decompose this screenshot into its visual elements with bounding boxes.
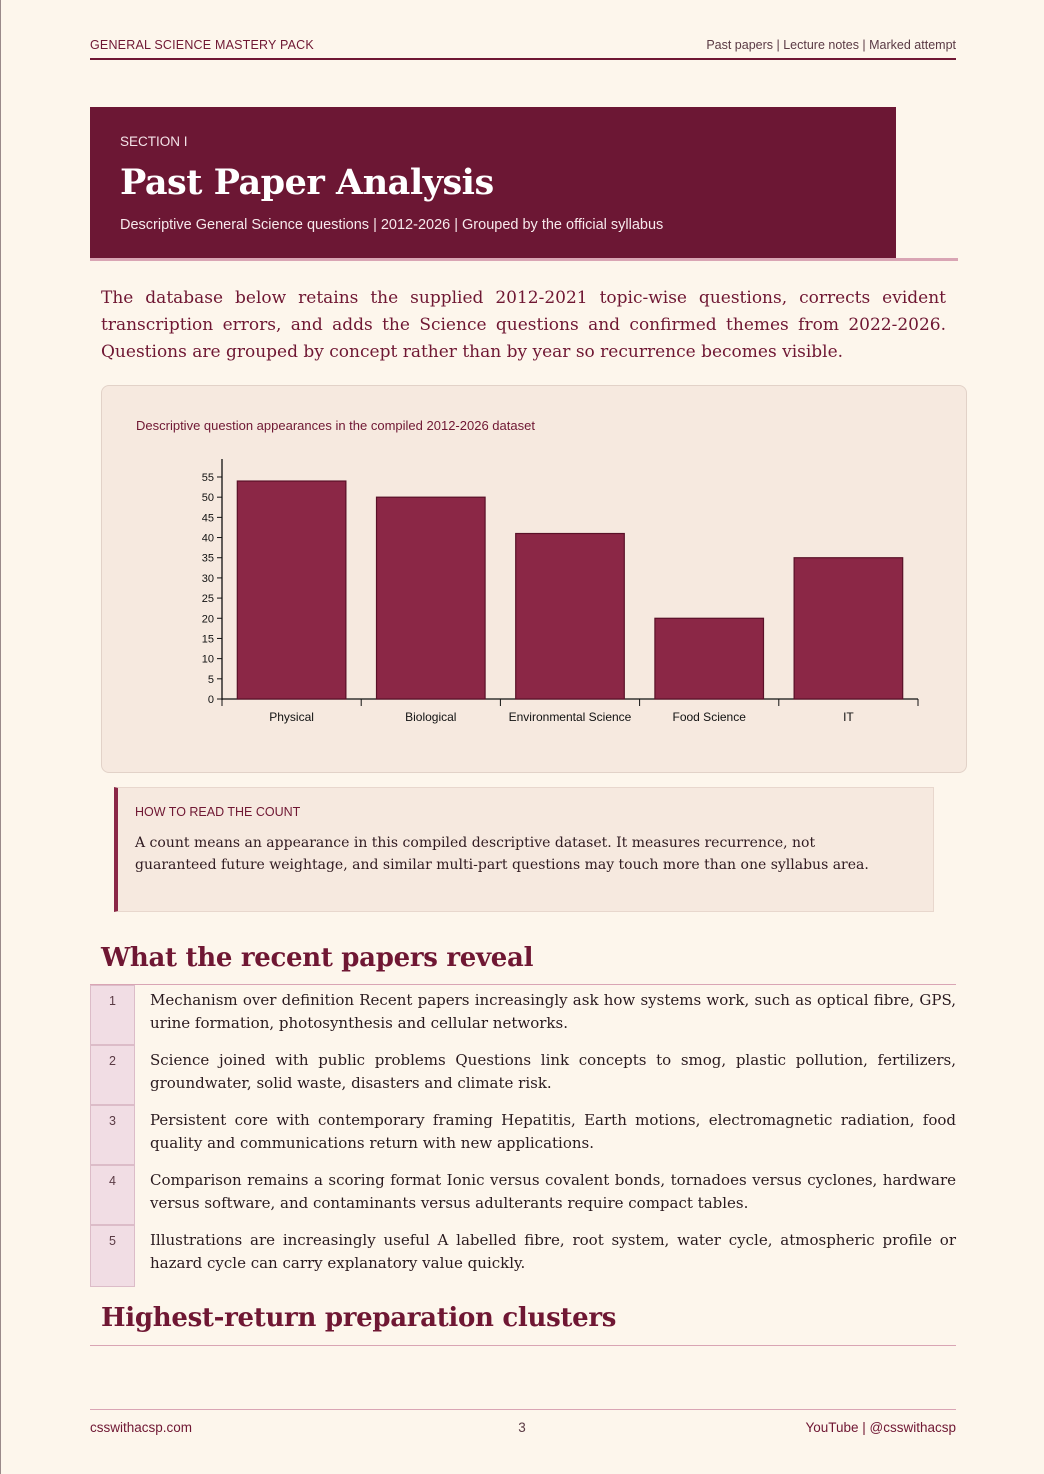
- item-number: 3: [90, 1105, 135, 1165]
- item-text: Science joined with public problems Questions link concepts to smog, plastic pollution, fertilizers, groundwater, solid waste, disasters and climate risk.: [150, 1051, 956, 1092]
- page-subtitle: Descriptive General Science questions | 2012-2026 | Grouped by the official syllabus: [120, 217, 664, 233]
- list-item: [90, 985, 956, 1045]
- footer-rule: [90, 1409, 956, 1410]
- item-number: 2: [90, 1045, 135, 1105]
- item-text: Illustrations are increasingly useful A labelled fibre, root system, water cycle, atmospheric profile or hazard cycle can carry explanatory value quickly.: [150, 1231, 956, 1272]
- findings-list: [90, 985, 956, 1287]
- section-banner: [90, 107, 896, 258]
- y-tick-label: 5: [207, 673, 214, 686]
- clusters-heading: Highest-return preparation clusters: [101, 1303, 617, 1333]
- y-tick-label: 55: [201, 472, 214, 484]
- list-item: [90, 1165, 956, 1225]
- y-tick-label: 20: [201, 613, 214, 626]
- bar: [377, 497, 486, 699]
- y-tick-label: 25: [201, 593, 214, 606]
- item-text: Mechanism over definition Recent papers increasingly ask how systems work, such as optical fibre, GPS, urine formation, photosynthesis and cellular networks.: [150, 991, 956, 1032]
- y-tick-label: 0: [207, 694, 214, 706]
- item-number: 5: [90, 1225, 135, 1287]
- footer-social-link[interactable]: YouTube | @csswithacsp: [805, 1420, 956, 1435]
- y-tick-label: 45: [201, 512, 214, 525]
- x-tick-label: Food Science: [672, 710, 746, 724]
- chart-title: Descriptive question appearances in the compiled 2012-2026 dataset: [136, 418, 535, 433]
- section-kicker: SECTION I: [120, 134, 188, 149]
- bar-chart: [102, 386, 966, 772]
- banner-underline: [90, 258, 958, 261]
- running-header: [90, 36, 956, 60]
- list-item: [90, 1105, 956, 1165]
- bar: [516, 534, 625, 699]
- x-tick-label: Physical: [269, 710, 314, 724]
- note-text: A count means an appearance in this compiled descriptive dataset. It measures recurrence, not guaranteed future weightage, and similar multi-part questions may touch more than one syllabus area.: [135, 835, 869, 873]
- y-tick-label: 30: [201, 572, 214, 585]
- brand-label: GENERAL SCIENCE MASTERY PACK: [90, 38, 314, 52]
- y-tick-label: 50: [201, 492, 214, 505]
- chart-card: [101, 385, 967, 773]
- x-tick-label: Biological: [405, 710, 457, 724]
- item-number: 1: [90, 985, 135, 1045]
- y-tick-label: 35: [201, 552, 214, 565]
- bar: [237, 481, 346, 699]
- list-item: [90, 1225, 956, 1287]
- list-item: [90, 1045, 956, 1105]
- page-edge: [0, 0, 1, 1474]
- y-tick-label: 40: [201, 532, 214, 545]
- note-label: HOW TO READ THE COUNT: [135, 805, 301, 819]
- page-number: 3: [518, 1420, 526, 1435]
- page-title: Past Paper Analysis: [120, 162, 494, 203]
- item-text: Persistent core with contemporary framing Hepatitis, Earth motions, electromagnetic radiation, food quality and communications return with new applications.: [150, 1111, 956, 1152]
- reading-note: [114, 787, 934, 912]
- y-tick-label: 15: [201, 633, 214, 646]
- item-text: Comparison remains a scoring format Ionic versus covalent bonds, tornadoes versus cyclones, hardware versus software, and contaminants versus adulterants require compact tables.: [150, 1171, 956, 1212]
- x-tick-label: IT: [843, 710, 854, 724]
- x-tick-label: Environmental Science: [508, 710, 632, 724]
- y-tick-label: 10: [201, 653, 214, 666]
- clusters-rule: [90, 1345, 956, 1346]
- header-links: Past papers | Lecture notes | Marked attempt: [706, 38, 956, 52]
- findings-heading: What the recent papers reveal: [101, 943, 534, 973]
- item-number: 4: [90, 1165, 135, 1225]
- intro-paragraph: The database below retains the supplied 2012-2021 topic-wise questions, corrects evident transcription errors, and adds the Science questions and confirmed themes from 2022-2026. Questions are grouped by concept rather than by year so recurrence becomes visible.: [101, 288, 946, 362]
- bar: [655, 618, 764, 699]
- footer-site-link[interactable]: csswithacsp.com: [90, 1420, 193, 1435]
- bar: [794, 558, 903, 699]
